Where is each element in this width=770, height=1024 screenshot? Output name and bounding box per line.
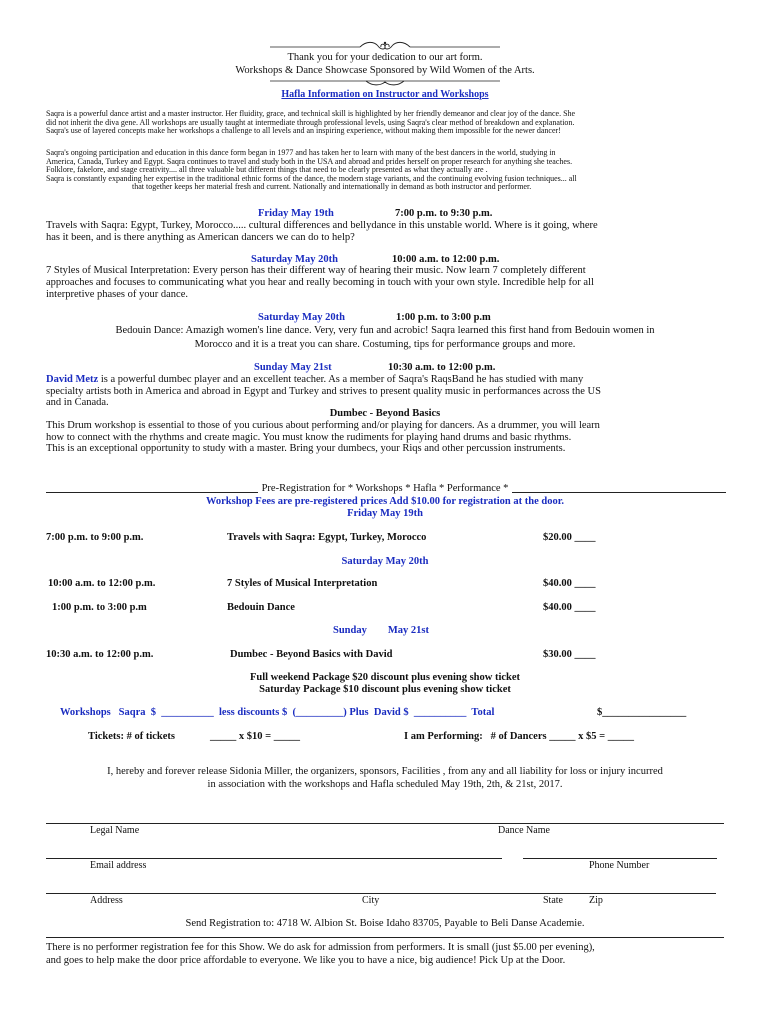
dumbec-subtitle: Dumbec - Beyond Basics — [329, 408, 441, 419]
instructor-name: David Metz — [46, 374, 99, 385]
reg-row-title: Bedouin Dance — [227, 602, 295, 613]
fees-note: Workshop Fees are pre-registered prices Add $10.00 for registration at the door. — [205, 496, 565, 507]
reg-row-time: 10:00 a.m. to 12:00 p.m. — [48, 578, 156, 589]
preregistration-title: Pre-Registration for * Workshops * Hafla * Performance * — [0, 483, 770, 494]
reg-row-title: Dumbec - Beyond Basics with David — [230, 649, 393, 660]
send-registration: Send Registration to: 4718 W. Albion St. Boise Idaho 83705, Payable to Beli Danse Academie. — [185, 918, 585, 929]
state-label: State — [543, 895, 563, 906]
reg-row-time: 1:00 p.m. to 3:00 p.m — [52, 602, 147, 613]
dance-name-label: Dance Name — [498, 825, 550, 836]
legal-name-label: Legal Name — [90, 825, 140, 836]
reg-row-price[interactable]: $20.00 ____ — [543, 532, 596, 543]
ornament-divider-icon — [268, 77, 502, 87]
reg-row-price[interactable]: $30.00 ____ — [543, 649, 596, 660]
phone-label: Phone Number — [589, 860, 650, 871]
reg-row-time: 7:00 p.m. to 9:00 p.m. — [46, 532, 144, 543]
dumbec-description: This Drum workshop is essential to those of you curious about performing and/or playing for dancers. As a drummer, you will learn how to connect with the rhythms and create magic. You must know the rudiments for playing hand drums and basic rhythms. This is an exceptional opportunity to study with a master. Bring your dumbecs, your Riqs and other percussion instruments. — [46, 420, 600, 455]
performing-calc[interactable]: I am Performing: # of Dancers _____ x $5 = _____ — [404, 731, 634, 742]
email-line[interactable] — [46, 858, 502, 859]
reg-friday: Friday May 19th — [347, 508, 423, 519]
saturday-am-day: Saturday May 20th — [251, 254, 338, 265]
sunday-day: Sunday May 21st — [254, 362, 332, 373]
sponsor-line: Workshops & Dance Showcase Sponsored by Wild Women of the Arts. — [235, 65, 535, 76]
reg-row-price[interactable]: $40.00 ____ — [543, 578, 596, 589]
section-title: Hafla Information on Instructor and Workshops — [281, 89, 489, 100]
saturday-pm-time: 1:00 p.m. to 3:00 p.m — [396, 312, 491, 323]
total-blank[interactable]: $________________ — [597, 707, 687, 718]
tickets-calc[interactable]: _____ x $10 = _____ — [210, 731, 300, 742]
package-full-weekend: Full weekend Package $20 discount plus evening show ticket — [249, 672, 521, 683]
email-label: Email address — [90, 860, 147, 871]
reg-row-title: 7 Styles of Musical Interpretation — [227, 578, 378, 589]
bio-paragraph-2: Saqra's ongoing participation and education in this dance form began in 1977 and has taken her to learn with many of the best dancers in the world, studying in America, Canada, Turkey and Egypt. Saqra continues to travel and study both in the USA and abroad and prides herself on proper research for anything she teaches. Folklore, fakelore, and stage creativity.... all three valuable but different things that need to be clearly presented as what they actually are . Saqra is constantly expanding her expertise in the traditional ethnic forms of the dance, the modern stage variants, and the continuing evolving fusion techniques... all that together keeps her material fresh and current. Nationally and internationally in demand as both instructor and performer. — [46, 148, 577, 192]
reg-row-price[interactable]: $40.00 ____ — [543, 602, 596, 613]
saturday-am-description: 7 Styles of Musical Interpretation: Every person has their different way of hearing their music. Now learn 7 completely different approaches and focuses to communicating what you hear and really becoming in touch with your own style. Incredible help for all interpretive phases of your dance. — [46, 265, 594, 300]
address-label: Address — [90, 895, 123, 906]
sunday-time: 10:30 a.m. to 12:00 p.m. — [388, 362, 496, 373]
friday-time: 7:00 p.m. to 9:30 p.m. — [395, 208, 493, 219]
totals-line[interactable]: Workshops Saqra $ __________ less discounts $ (_________) Plus David $ __________ Total — [60, 707, 495, 718]
city-label: City — [362, 895, 380, 906]
footer-divider — [46, 937, 724, 938]
saturday-am-time: 10:00 a.m. to 12:00 p.m. — [392, 254, 500, 265]
thanks-line: Thank you for your dedication to our art form. — [287, 52, 483, 63]
bio-paragraph-1: Saqra is a powerful dance artist and a master instructor. Her fluidity, grace, and technical skill is highlighted by her friendly demeanor and clear joy of the dance. She did not inherit the diva gene. All workshops are usually taught at intermediate through professional levels, using Saqra's clear method of breakdown and explanation. Saqra's use of layered concepts make her workshops a challenge to all levels and an inspiring experience, without making them impossible for the newer dancer! — [46, 109, 576, 136]
legal-name-line[interactable] — [46, 823, 724, 824]
liability-release: I, hereby and forever release Sidonia Miller, the organizers, sponsors, Facilities , from any and all liability for loss or injury incurred in association with the workshops and Hafla scheduled May 19th, 2th, & 21st, 2017. — [107, 766, 663, 790]
sunday-description: David Metz is a powerful dumbec player and an excellent teacher. As a member of Saqra's RaqsBand he has studied with many specialty artists both in America and abroad in Egypt and Turkey and strives to present quality music in performances across the US and in Canada. — [46, 374, 601, 409]
reg-sunday: Sunday May 21st — [333, 625, 429, 636]
saturday-pm-day: Saturday May 20th — [258, 312, 345, 323]
ornament-divider-icon — [268, 40, 502, 52]
saturday-pm-description: Bedouin Dance: Amazigh women's line dance. Very, very fun and acrobic! Saqra learned this first hand from Bedouin women in Morocco and it is a treat you can share. Costuming, tips for performance groups and more. — [115, 325, 655, 350]
zip-label: Zip — [589, 895, 603, 906]
friday-description: Travels with Saqra: Egypt, Turkey, Morocco..... cultural differences and bellydance in this unstable world. Where is it going, where has it been, and is there anything as American dancers we can do to help? — [46, 220, 598, 243]
friday-day: Friday May 19th — [258, 208, 334, 219]
reg-saturday: Saturday May 20th — [341, 556, 429, 567]
phone-line[interactable] — [523, 858, 717, 859]
package-saturday: Saturday Package $10 discount plus evening show ticket — [259, 684, 511, 695]
reg-row-title: Travels with Saqra: Egypt, Turkey, Morocco — [227, 532, 427, 543]
performer-note: There is no performer registration fee for this Show. We do ask for admission from performers. It is small (just $5.00 per evening), and goes to help make the door price affordable to everyone. We like you to have a nice, big audience! Pick Up at the Door. — [46, 942, 595, 966]
reg-row-time: 10:30 a.m. to 12:00 p.m. — [46, 649, 154, 660]
tickets-label: Tickets: # of tickets — [88, 731, 175, 742]
address-line[interactable] — [46, 893, 716, 894]
